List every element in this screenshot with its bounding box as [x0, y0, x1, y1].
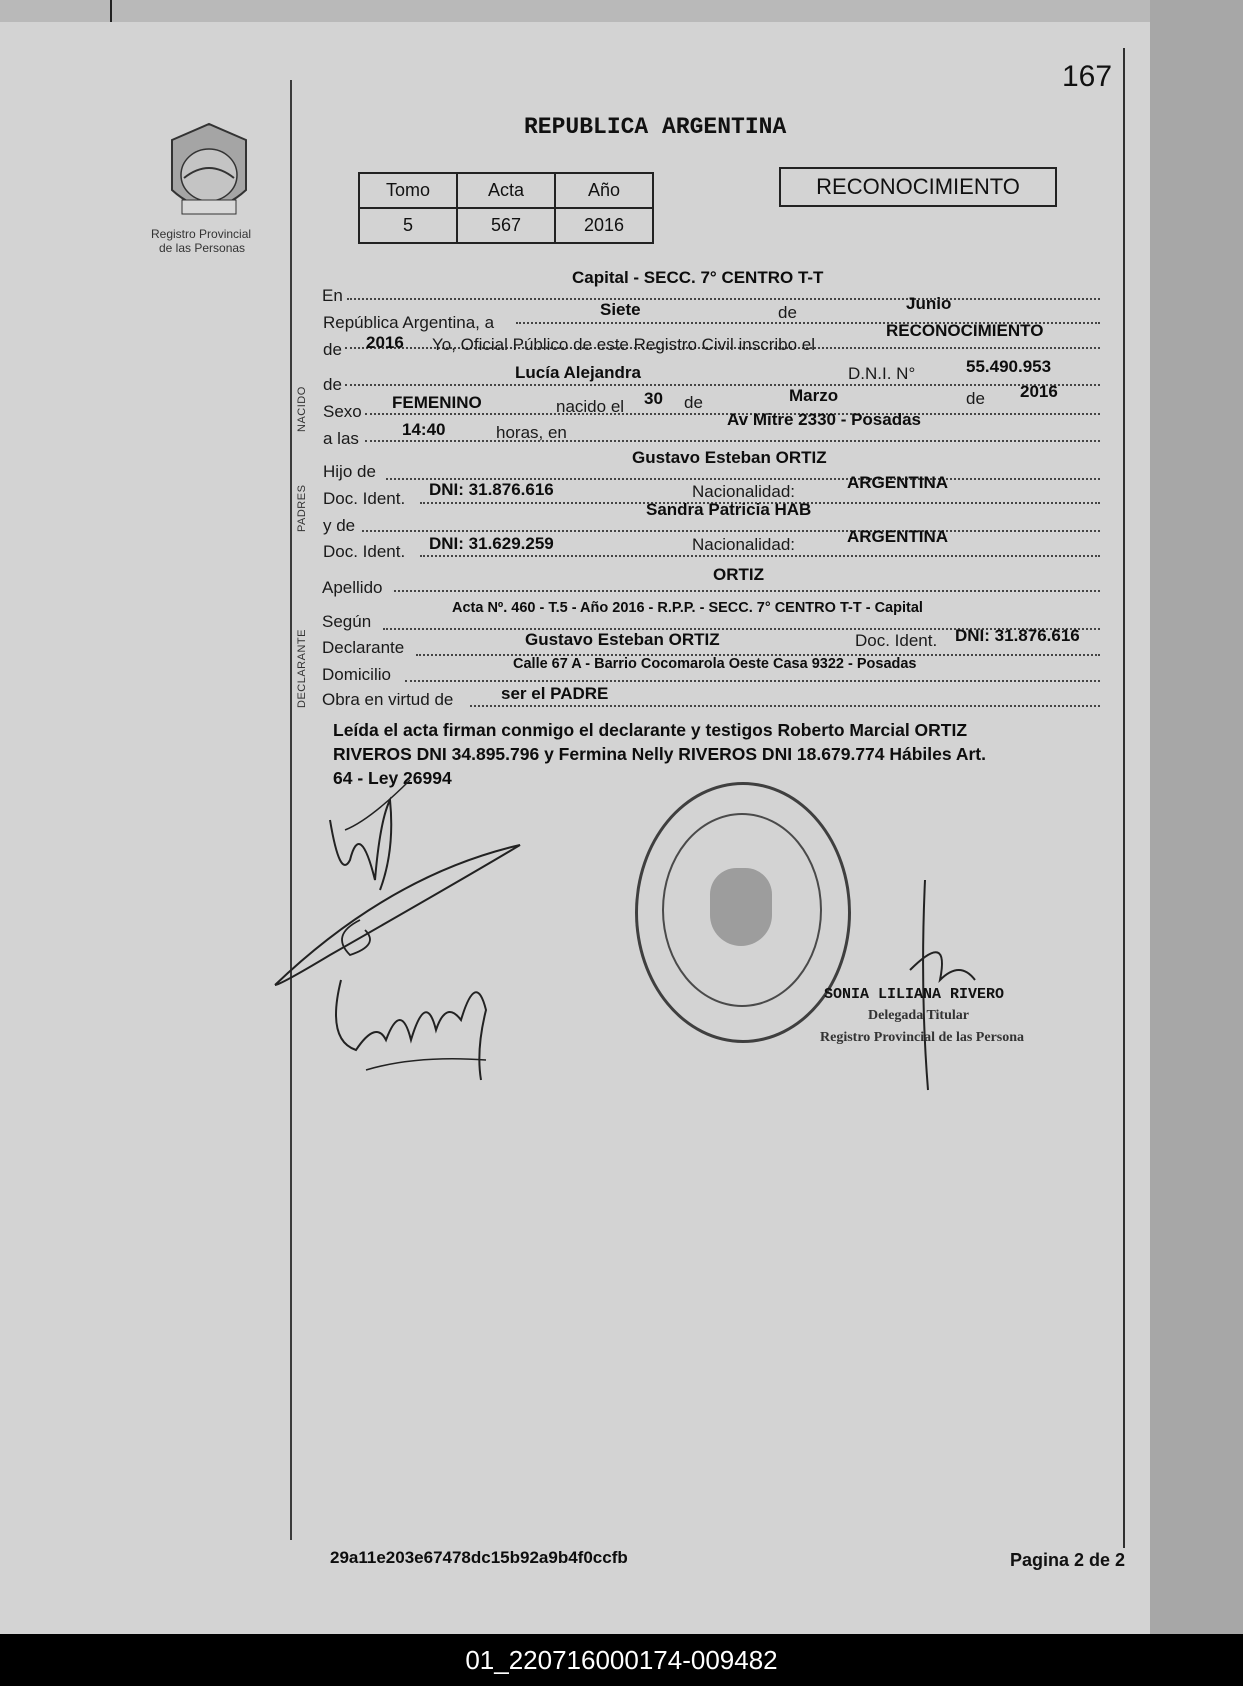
header-anio: Año: [555, 173, 653, 208]
label-doc-declarante: Doc. Ident.: [855, 631, 938, 650]
label-apellido: Apellido: [322, 578, 383, 597]
label-a-las: a las: [323, 429, 359, 448]
value-nombre: Lucía Alejandra: [515, 363, 641, 382]
label-segun: Según: [322, 612, 372, 631]
value-decl-doc: DNI: 31.876.616: [955, 626, 1080, 645]
label-obra: Obra en virtud de: [322, 690, 454, 709]
value-acta: 567: [457, 208, 555, 243]
right-page-edge: [1150, 0, 1243, 1634]
seal-emblem: [710, 868, 772, 946]
label-nacido-el: nacido el: [556, 397, 625, 416]
value-declarante: Gustavo Esteban ORTIZ: [525, 630, 720, 649]
value-nac-anio: 2016: [1020, 382, 1058, 401]
right-margin-rule: [1123, 48, 1125, 1548]
record-type-box: RECONOCIMIENTO: [779, 167, 1057, 207]
value-tomo: 5: [359, 208, 457, 243]
value-padre-doc: DNI: 31.876.616: [429, 480, 554, 499]
section-label-padres: PADRES: [296, 484, 308, 532]
label-en: En: [322, 286, 343, 305]
label-y-de: y de: [323, 516, 356, 535]
signature-official: [880, 870, 990, 1095]
header-acta: Acta: [457, 173, 555, 208]
value-en: Capital - SECC. 7° CENTRO T-T: [572, 268, 824, 287]
label-declarante: Declarante: [322, 638, 405, 657]
value-anio: 2016: [555, 208, 653, 243]
value-sexo: FEMENINO: [392, 393, 482, 412]
value-nac-dia: 30: [644, 389, 663, 408]
label-republica: República Argentina, a: [323, 313, 495, 332]
previous-page-strip: [0, 0, 1243, 22]
value-madre-doc: DNI: 31.629.259: [429, 534, 554, 553]
value-domicilio: Calle 67 A - Barrio Cocomarola Oeste Casa 9322 - Posadas: [513, 656, 917, 672]
label-hijo-de: Hijo de: [323, 462, 376, 481]
header-tomo: Tomo: [359, 173, 457, 208]
label-dni: D.N.I. N°: [848, 364, 916, 383]
value-anio-acta: 2016: [366, 333, 404, 352]
label-de-nombre: de: [323, 375, 342, 394]
document-title: REPUBLICA ARGENTINA: [524, 114, 787, 140]
signature-declarante: [326, 960, 506, 1090]
left-margin-rule: [290, 80, 292, 1540]
official-name: SONIA LILIANA RIVERO: [824, 986, 1005, 1003]
value-mes: Junio: [906, 294, 952, 313]
value-nac-mes: Marzo: [789, 386, 839, 405]
label-de-mes: de: [778, 303, 797, 322]
value-inscribo: RECONOCIMIENTO: [886, 321, 1044, 340]
misiones-coat-of-arms-logo: [162, 120, 256, 228]
label-sexo: Sexo: [323, 402, 362, 421]
value-padre-nac: ARGENTINA: [847, 473, 949, 492]
document-hash: 29a11e203e67478dc15b92a9b4f0ccfb: [330, 1548, 628, 1567]
label-doc-padre: Doc. Ident.: [323, 489, 406, 508]
page-indicator: Pagina 2 de 2: [1010, 1550, 1126, 1570]
official-office: Registro Provincial de las Persona: [820, 1030, 1025, 1045]
section-label-declarante: DECLARANTE: [296, 629, 308, 708]
label-horas-en: horas, en: [496, 423, 567, 442]
official-role: Delegada Titular: [868, 1008, 969, 1023]
value-hora: 14:40: [402, 420, 446, 439]
value-padre: Gustavo Esteban ORTIZ: [632, 448, 827, 467]
label-nac-madre: Nacionalidad:: [692, 535, 796, 554]
value-madre: Sandra Patricia HAB: [646, 500, 812, 519]
label-domicilio: Domicilio: [322, 665, 391, 684]
page-number: 167: [1062, 60, 1113, 93]
closing-text-line2: RIVEROS DNI 34.895.796 y Fermina Nelly RIVEROS DNI 18.679.774 Hábiles Art.: [333, 744, 986, 764]
file-id: 01_220716000174-009482: [465, 1645, 778, 1675]
label-nac-padre: Nacionalidad:: [692, 482, 796, 501]
label-yo: Yo, Oficial Público de este Registro Civil inscribo el: [432, 335, 815, 354]
value-madre-nac: ARGENTINA: [847, 527, 949, 546]
logo-caption-line2: de las Personas: [159, 241, 246, 255]
value-dia: Siete: [600, 300, 641, 319]
value-dni: 55.490.953: [966, 357, 1052, 376]
record-table: [358, 172, 654, 244]
closing-text-line1: Leída el acta firman conmigo el declarante y testigos Roberto Marcial ORTIZ: [333, 720, 968, 740]
value-segun: Acta Nº. 460 - T.5 - Año 2016 - R.P.P. - SECC. 7° CENTRO T-T - Capital: [452, 600, 923, 616]
label-nac-de: de: [684, 393, 703, 412]
label-de-anio: de: [323, 340, 342, 359]
value-apellido: ORTIZ: [713, 565, 764, 584]
label-doc-madre: Doc. Ident.: [323, 542, 406, 561]
document-sheet: [0, 22, 1210, 1634]
section-label-nacido: NACIDO: [296, 386, 308, 432]
label-nac-de2: de: [966, 389, 985, 408]
file-id-bar: [0, 1634, 1243, 1686]
value-lugar: Av Mitre 2330 - Posadas: [727, 410, 922, 429]
logo-caption-line1: Registro Provincial: [151, 227, 252, 241]
value-obra: ser el PADRE: [501, 684, 609, 703]
closing-text-line3: 64 - Ley 26994: [333, 768, 452, 788]
